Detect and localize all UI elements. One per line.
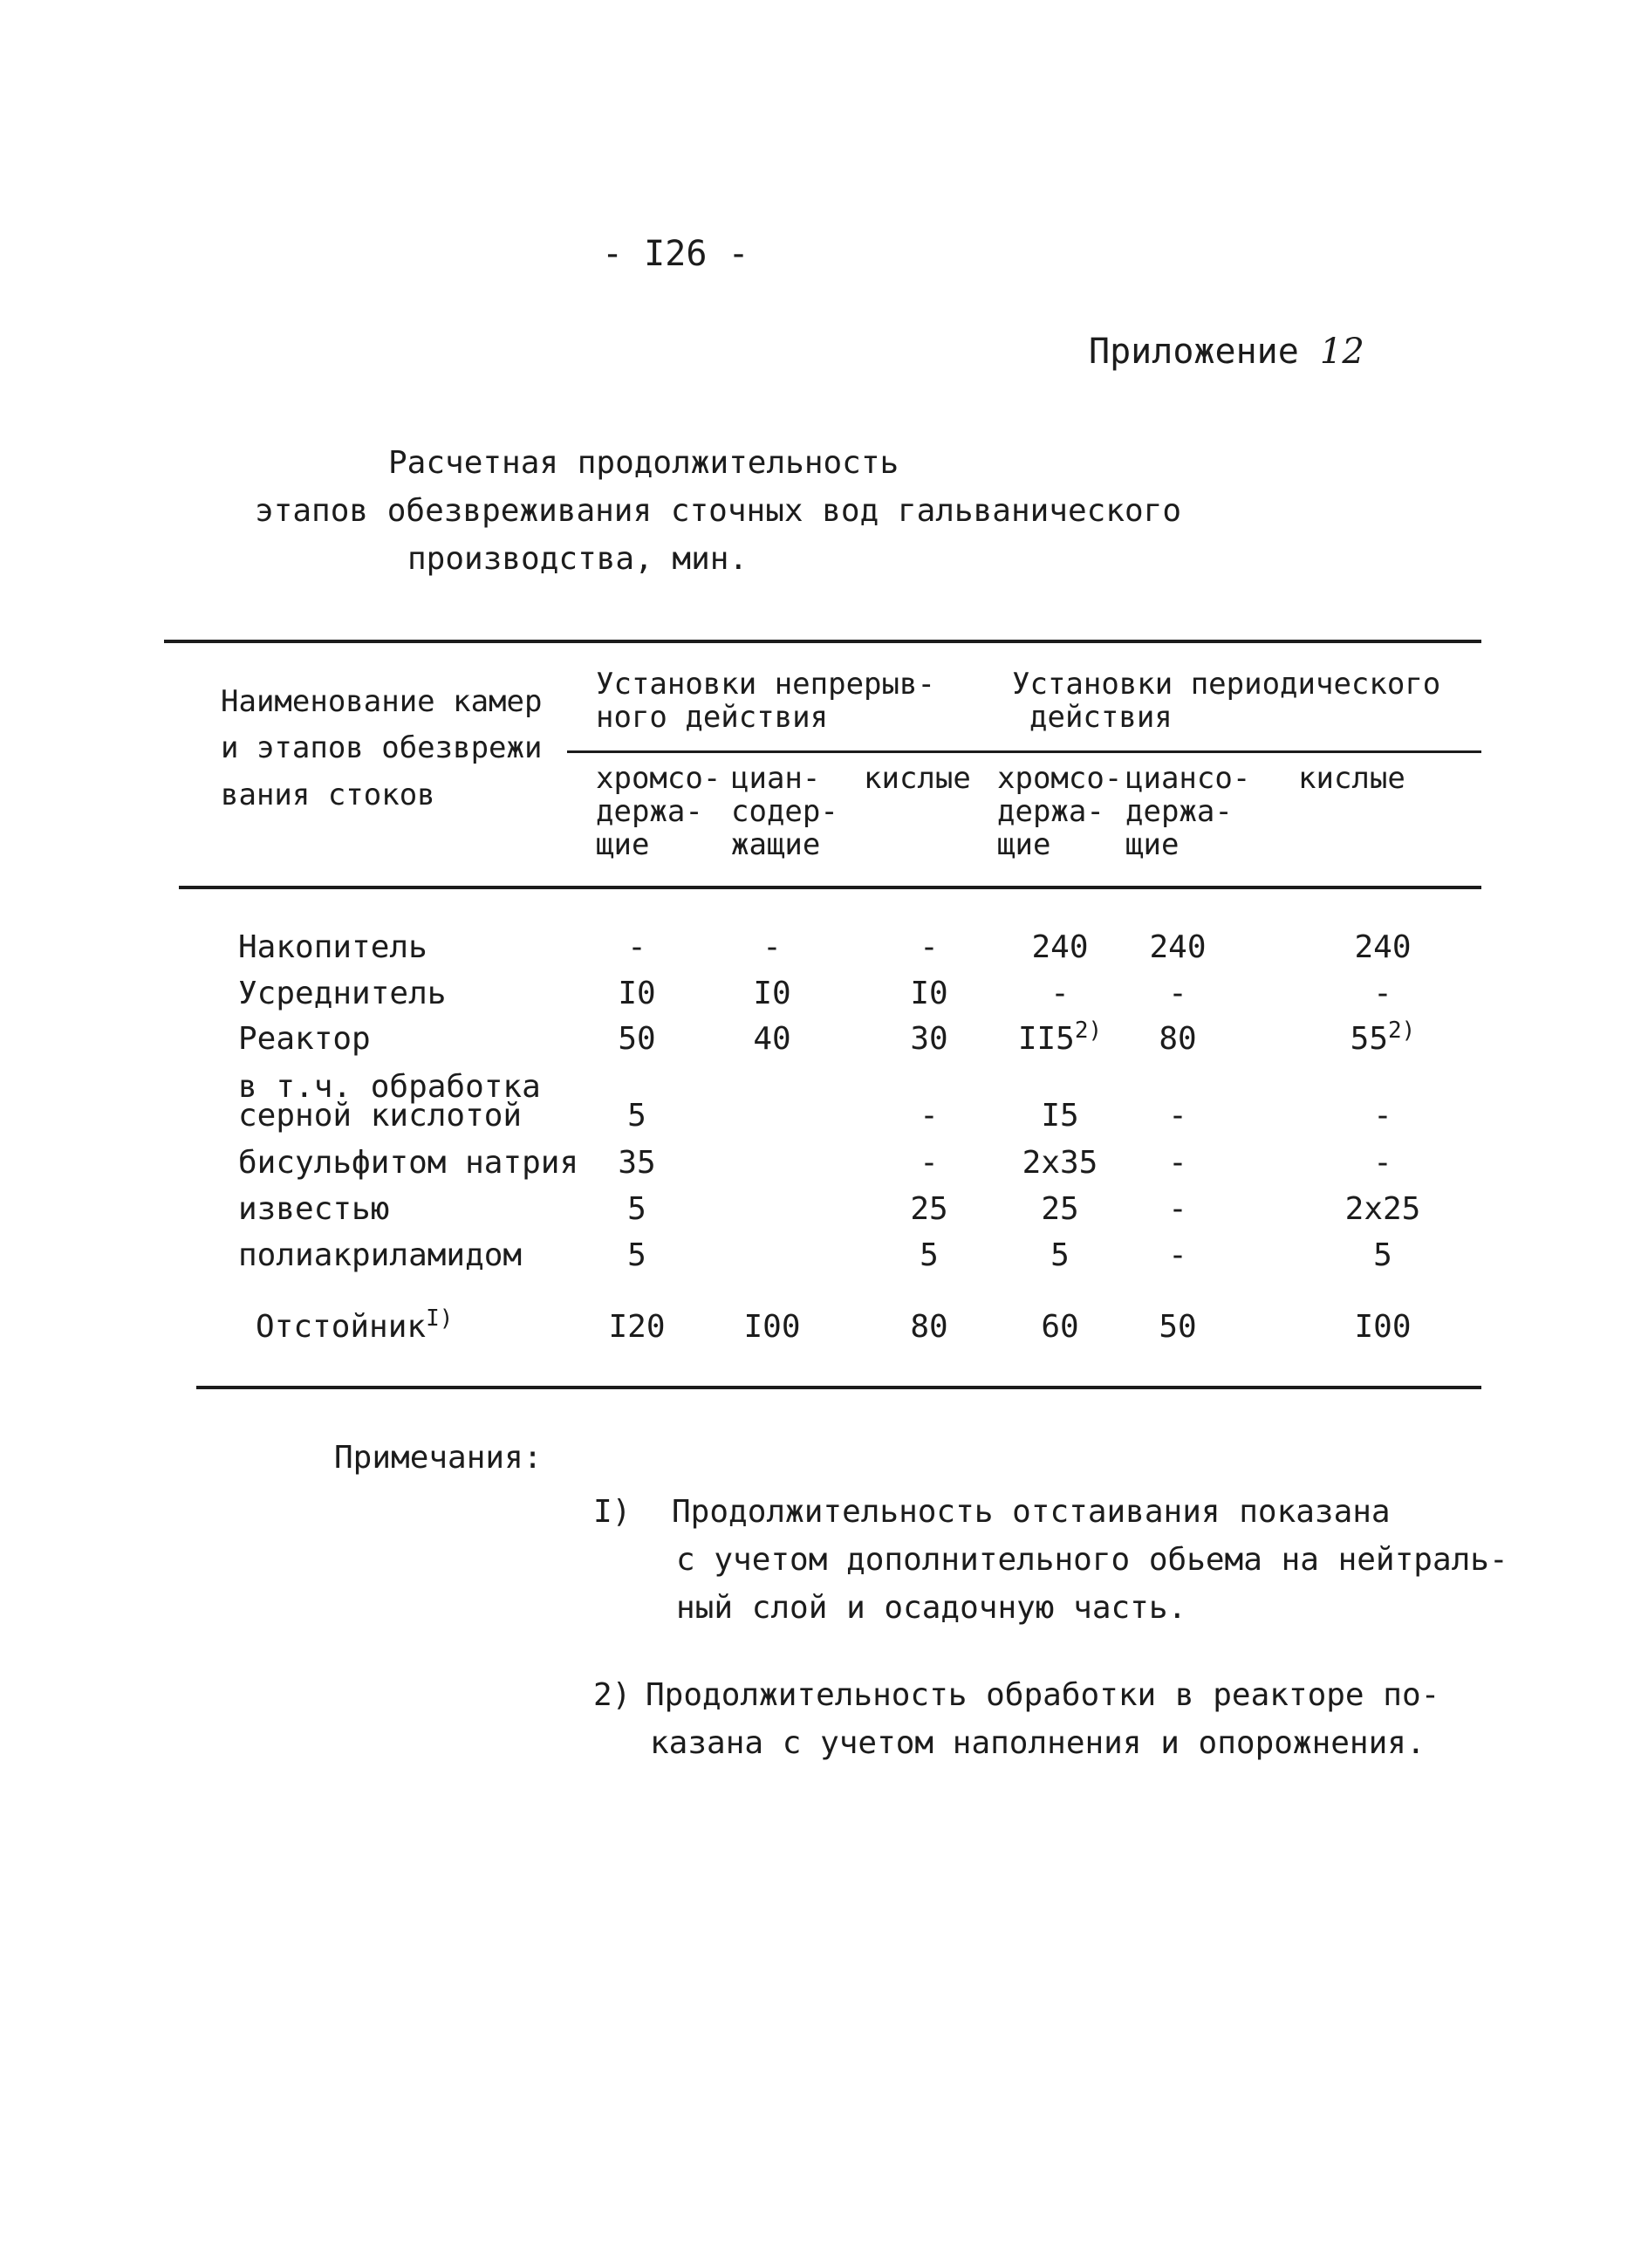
row-name: бисульфитом натрия (238, 1145, 579, 1181)
table-cell: 50 (1159, 1309, 1197, 1345)
note-line: Продолжительность отстаивания показана (672, 1494, 1391, 1530)
header-group-continuous-1: Установки непрерыв- (596, 667, 935, 702)
table-cell: - (627, 929, 646, 965)
title-line-1: Расчетная продолжительность (388, 445, 899, 481)
notes-label: Примечания: (334, 1440, 543, 1476)
row-name: Отстойник$^{I)}$ (256, 1305, 454, 1345)
subheader-col-6: кислые (1298, 761, 1405, 796)
table-cell: 55$^{2)}$ (1350, 1018, 1416, 1057)
table-cell: I0 (910, 976, 948, 1011)
table-cell: 25 (1041, 1191, 1079, 1227)
footnote-ref: 2) (1074, 1018, 1103, 1044)
subheader-col-3: кислые (864, 761, 971, 796)
table-cell: I00 (743, 1309, 801, 1345)
row-name: полиакриламидом (238, 1237, 523, 1273)
table-cell: 40 (753, 1021, 791, 1057)
title-line-3: производства, мин. (407, 541, 749, 577)
table-cell: I0 (618, 976, 656, 1011)
appendix-label (1089, 332, 1364, 372)
table-cell: - (1168, 1098, 1187, 1134)
footnote-ref: 2) (1388, 1018, 1416, 1044)
note-line: с учетом дополнительного обьема на нейтраль- (676, 1542, 1508, 1578)
table-cell: 80 (1159, 1021, 1197, 1057)
row-name: в т.ч. обработка (238, 1069, 541, 1105)
table-cell: 240 (1354, 929, 1412, 965)
table-cell: - (1168, 1191, 1187, 1227)
subheader-col-2: циан- содер- жащие (731, 761, 838, 862)
table-cell: 60 (1041, 1309, 1079, 1345)
note-marker: 2) (593, 1677, 632, 1713)
header-bottom-rule (179, 886, 1481, 889)
table-cell: 25 (910, 1191, 948, 1227)
table-cell: - (920, 1145, 939, 1181)
table-cell: 240 (1031, 929, 1089, 965)
note-line: Продолжительность обработки в реакторе по- (646, 1677, 1440, 1713)
note-line: казана с учетом наполнения и опорожнения. (650, 1725, 1426, 1761)
title-line-2: этапов обезвреживания сточных вод гальванического (255, 493, 1182, 529)
table-cell: 80 (910, 1309, 948, 1345)
row-name: известью (238, 1191, 390, 1227)
table-cell: - (1168, 976, 1187, 1011)
footnote-ref: I) (426, 1305, 454, 1332)
table-cell: 5 (920, 1237, 939, 1273)
table-cell: 2x25 (1344, 1191, 1421, 1227)
table-cell: 50 (618, 1021, 656, 1057)
table-cell: - (1168, 1237, 1187, 1273)
table-cell: 2x35 (1022, 1145, 1098, 1181)
header-name-line-1: Наименование камер (221, 684, 543, 719)
table-cell: - (1373, 1145, 1392, 1181)
table-cell: I5 (1041, 1098, 1079, 1134)
subheader-col-4: хромсо- держа- щие (997, 761, 1123, 862)
table-cell: 5 (627, 1098, 646, 1134)
table-cell: 30 (910, 1021, 948, 1057)
table-cell: - (920, 1098, 939, 1134)
table-top-rule (164, 640, 1481, 643)
row-name: Накопитель (238, 929, 427, 965)
header-group-continuous-2: ного действия (596, 700, 829, 735)
header-group-periodic-2: действия (1029, 700, 1173, 735)
table-cell: 5 (627, 1237, 646, 1273)
table-cell: - (1168, 1145, 1187, 1181)
table-cell: 5 (1373, 1237, 1392, 1273)
table-cell: 240 (1149, 929, 1207, 965)
table-cell: I20 (608, 1309, 666, 1345)
subheader-col-1: хромсо- держа- щие (596, 761, 721, 862)
header-group-periodic-1: Установки периодического (1012, 667, 1441, 702)
row-name: серной кислотой (238, 1098, 523, 1134)
appendix-word: Приложение (1089, 332, 1299, 372)
header-name-line-2: и этапов обезврежи (221, 730, 543, 765)
table-cell: I00 (1354, 1309, 1412, 1345)
note-marker: I) (593, 1494, 632, 1530)
row-name: Реактор (238, 1021, 371, 1057)
note-line: ный слой и осадочную часть. (676, 1590, 1187, 1626)
header-name-rule (567, 750, 1481, 753)
page-number: - I26 - (602, 234, 749, 274)
table-cell: - (1373, 1098, 1392, 1134)
row-name: Усреднитель (238, 976, 447, 1011)
table-cell: - (1373, 976, 1392, 1011)
table-cell: - (920, 929, 939, 965)
table-cell: I0 (753, 976, 791, 1011)
table-cell: 5 (1050, 1237, 1070, 1273)
table-cell: II5$^{2)}$ (1017, 1018, 1103, 1057)
table-cell: - (1050, 976, 1070, 1011)
table-cell: - (762, 929, 782, 965)
subheader-col-5: циансо- держа- щие (1125, 761, 1251, 862)
table-bottom-rule (196, 1386, 1481, 1389)
header-name-line-3: вания стоков (221, 778, 435, 812)
table-cell: 35 (618, 1145, 656, 1181)
appendix-number: 12 (1319, 332, 1364, 372)
table-cell: 5 (627, 1191, 646, 1227)
